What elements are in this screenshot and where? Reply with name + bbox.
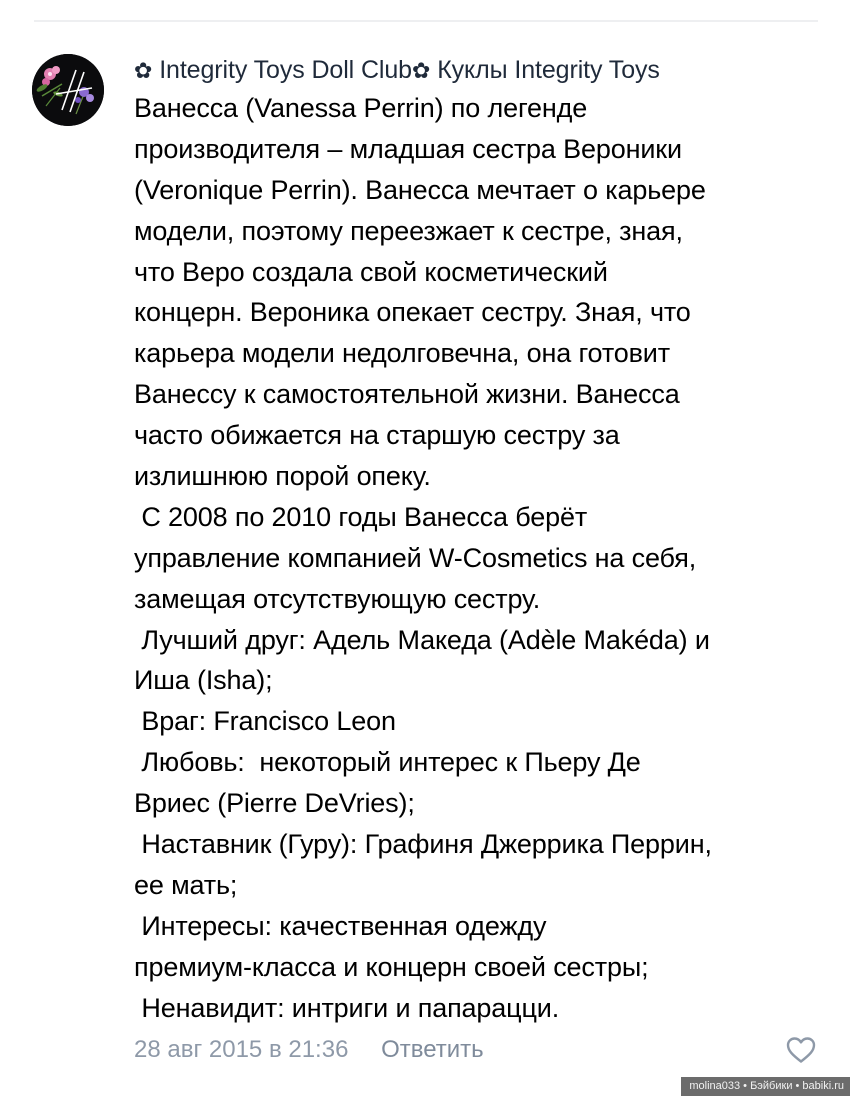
comment-line: производителя – младшая сестра Вероники <box>134 133 682 164</box>
avatar[interactable] <box>32 54 104 126</box>
author-name[interactable] <box>134 52 824 88</box>
flower-icon: ✿ <box>412 58 431 83</box>
comment-line: Враг: Francisco Leon <box>134 706 396 737</box>
comment-line: Иша (Isha); <box>134 665 273 696</box>
comment-line: Вриес (Pierre DeVries); <box>134 788 415 819</box>
comment-line: Ненавидит: интриги и папарацци. <box>134 992 560 1023</box>
comment-line: управление компанией W-Cosmetics на себя, <box>134 542 697 573</box>
comment-line: Любовь: некоторый интерес к Пьеру Де <box>134 747 641 778</box>
reply-button[interactable]: Ответить <box>381 1036 484 1063</box>
comment-text <box>134 88 824 1028</box>
heart-outline-icon[interactable] <box>786 1036 816 1064</box>
comment-line: концерн. Вероника опекает сестру. Зная, что <box>134 297 691 328</box>
comment-line: часто обижается на старшую сестру за <box>134 420 620 451</box>
watermark: molina033 • Бэйбики • babiki.ru <box>681 1077 850 1096</box>
comment-line: Ванесса (Vanessa Perrin) по легенде <box>134 93 588 123</box>
comment-line: С 2008 по 2010 годы Ванесса берёт <box>134 501 588 532</box>
comment-line: модели, поэтому переезжает к сестре, зная, <box>134 215 683 246</box>
flower-avatar-icon <box>32 54 104 126</box>
top-divider <box>34 20 818 22</box>
comment-line: замещая отсутствующую сестру. <box>134 583 541 614</box>
author-name-part: Integrity Toys Doll Club <box>152 56 412 84</box>
author-name-suffix: Куклы Integrity Toys <box>430 56 660 84</box>
comment-line: что Веро создала свой косметический <box>134 256 608 287</box>
comment-line: Ванессу к самостоятельной жизни. Ванесса <box>134 379 680 410</box>
comment-line: Наставник (Гуру): Графиня Джеррика Перрин, <box>134 829 712 860</box>
comment-line: премиум-класса и концерн своей сестры; <box>134 951 649 982</box>
comment-line: Интересы: качественная одежду <box>134 910 547 941</box>
flower-icon: ✿ <box>134 58 153 83</box>
comment-line: ее мать; <box>134 869 238 900</box>
comment-body <box>134 52 824 1028</box>
comment-timestamp[interactable]: 28 авг 2015 в 21:36 <box>134 1036 349 1063</box>
comment-line: (Veronique Perrin). Ванесса мечтает о карьере <box>134 174 706 205</box>
comment-footer <box>134 1034 824 1066</box>
comment-line: карьера модели недолговечна, она готовит <box>134 338 670 369</box>
comment-line: Лучший друг: Адель Македа (Adèle Makéda) и <box>134 624 710 655</box>
comment-line: излишнюю порой опеку. <box>134 461 431 492</box>
